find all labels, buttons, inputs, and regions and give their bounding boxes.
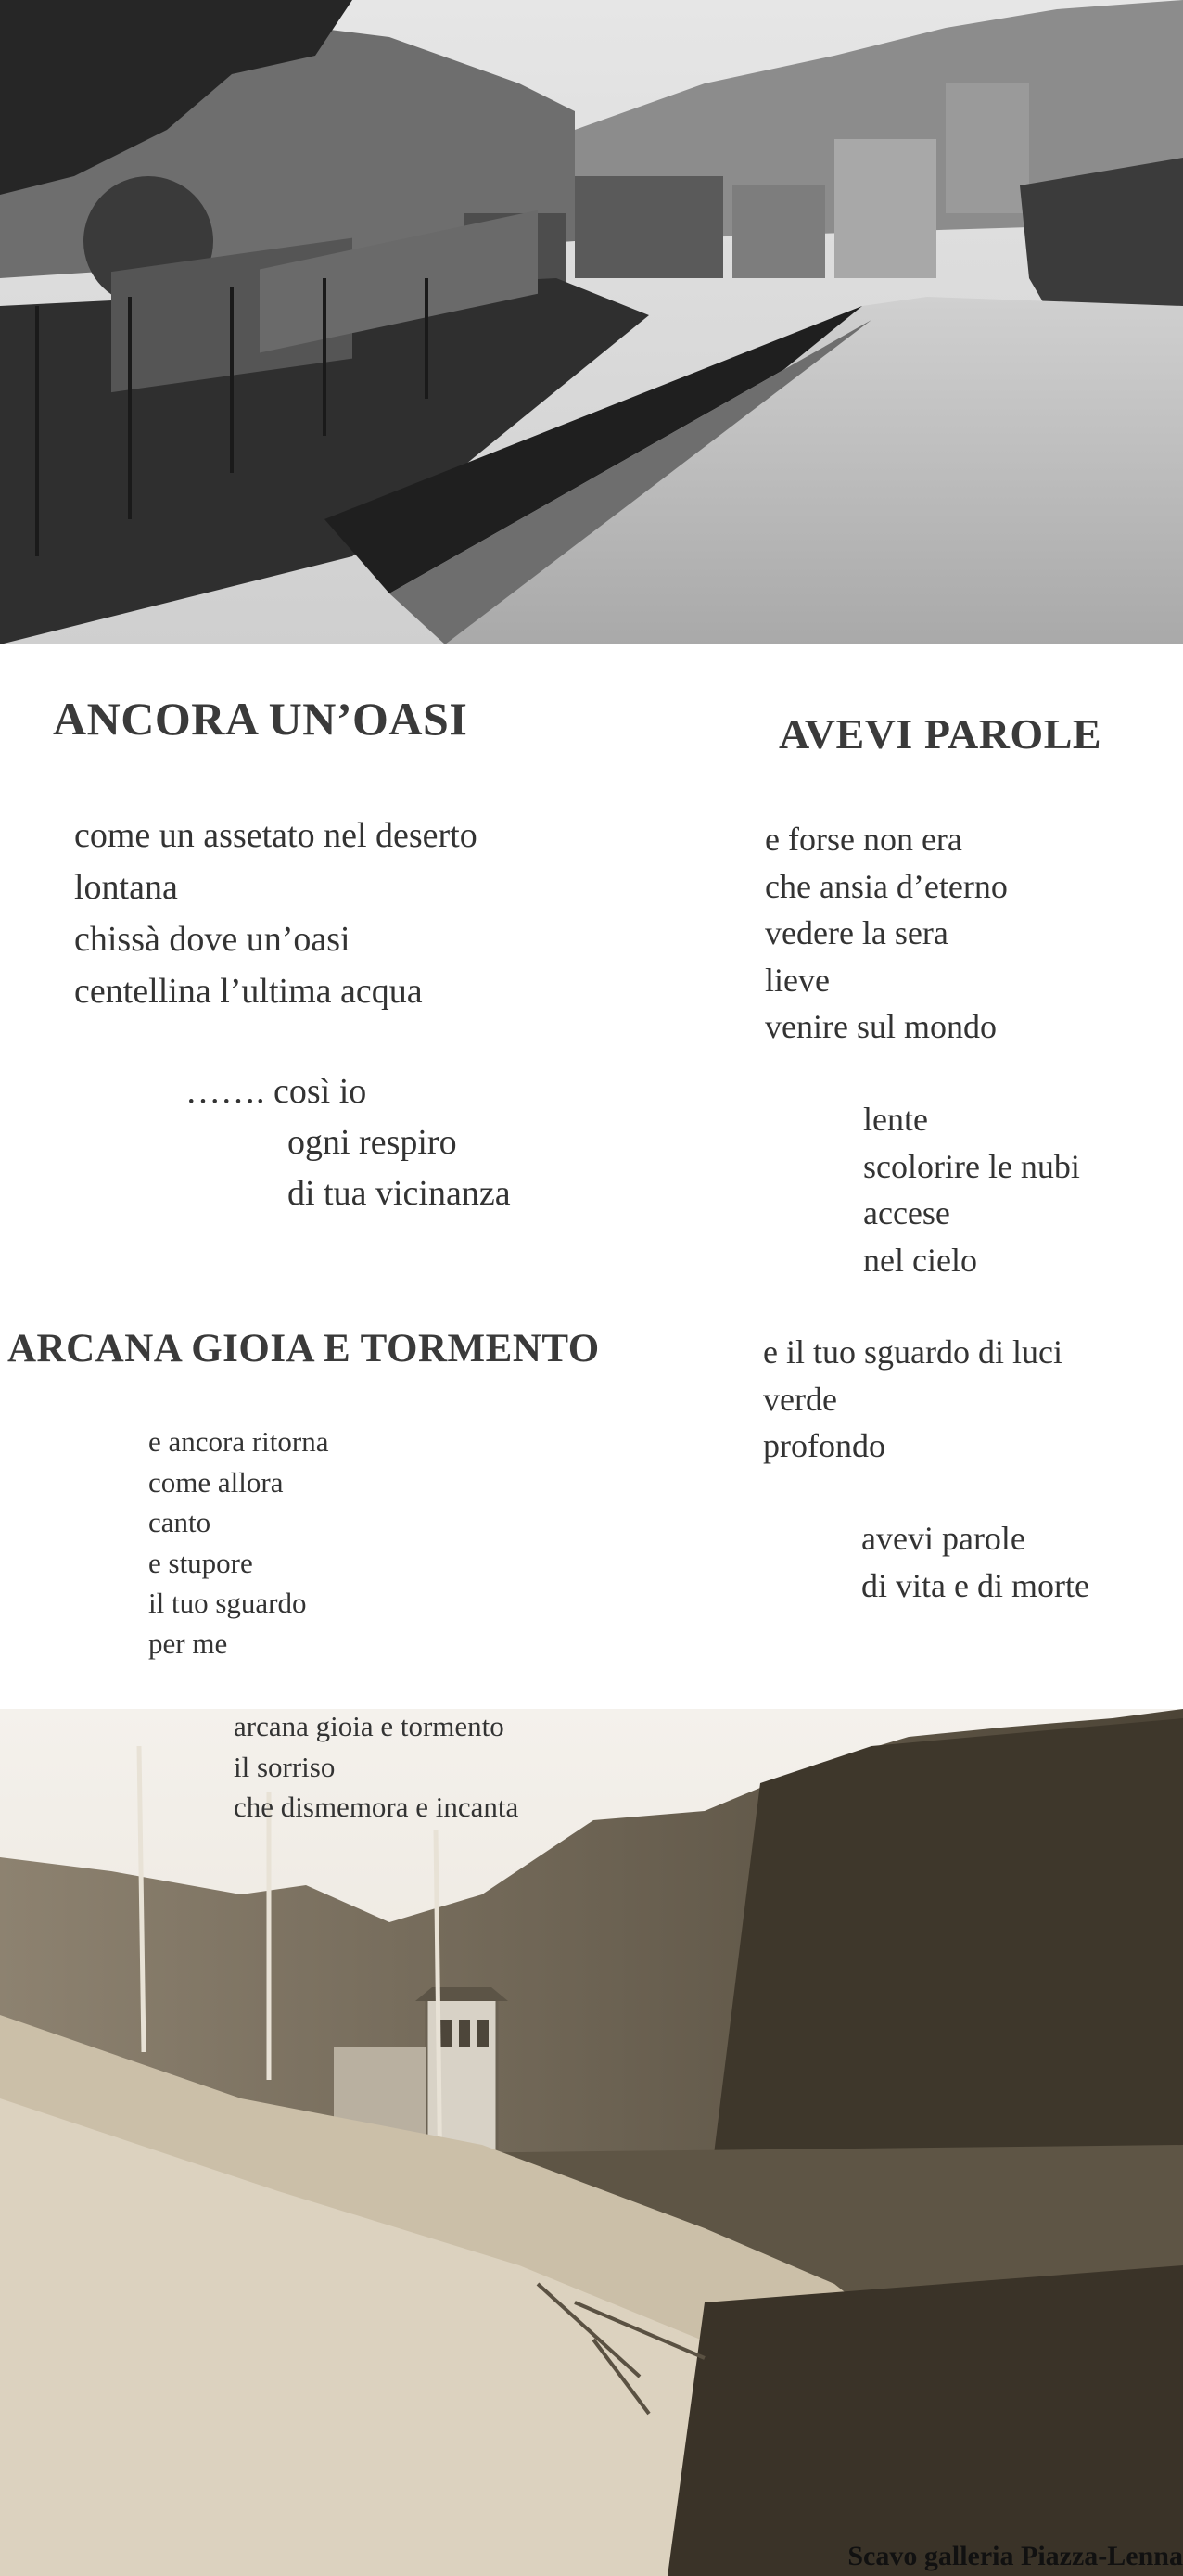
poem-line: lieve <box>765 961 830 999</box>
poem-stanza-arcana-gioia-2 <box>234 1706 518 1828</box>
poem-line: come un assetato nel deserto <box>74 816 477 855</box>
poem-stanza-ancora-oasi-1 <box>74 810 477 1017</box>
poem-stanza-ancora-oasi-2 <box>185 1066 511 1219</box>
poem-line: accese <box>863 1194 950 1231</box>
poem-stanza-avevi-parole-4 <box>861 1515 1089 1609</box>
poem-line: chissà dove un’oasi <box>74 920 350 959</box>
poem-stanza-arcana-gioia-1 <box>148 1422 329 1664</box>
poem-line: nel cielo <box>863 1241 977 1279</box>
poem-line: canto <box>148 1506 211 1538</box>
photo-caption: Scavo galleria Piazza-Lenna <box>847 2541 1183 2571</box>
poem-line: di vita e di morte <box>861 1566 1089 1604</box>
poem-line: arcana gioia e tormento <box>234 1710 504 1742</box>
poem-line: lontana <box>74 868 178 907</box>
poem-title-ancora-oasi: ANCORA UN’OASI <box>53 693 468 745</box>
poem-title-avevi-parole: AVEVI PAROLE <box>779 710 1102 758</box>
poem-line: scolorire le nubi <box>863 1147 1080 1185</box>
poem-line: e ancora ritorna <box>148 1425 329 1458</box>
poem-line: vedere la sera <box>765 914 948 951</box>
poem-line: lente <box>863 1101 928 1138</box>
poem-line: venire sul mondo <box>765 1008 997 1045</box>
poem-line: centellina l’ultima acqua <box>74 972 423 1011</box>
poem-line: che dismemora e incanta <box>234 1791 519 1823</box>
poem-line: verde <box>763 1380 837 1418</box>
bottom-photograph-excavation <box>0 1709 1183 2576</box>
poem-stanza-avevi-parole-3 <box>763 1329 1062 1470</box>
poem-line: come allora <box>148 1465 284 1498</box>
poem-line: profondo <box>763 1427 885 1464</box>
poem-line: ogni respiro <box>287 1123 457 1162</box>
top-photograph-street-railway <box>0 0 1183 644</box>
excavation-scene-illustration <box>0 1709 1183 2576</box>
poem-line: e forse non era <box>765 821 962 858</box>
street-scene-illustration <box>0 0 1183 644</box>
poem-line: di tua vicinanza <box>287 1174 511 1213</box>
poem-line: il tuo sguardo <box>148 1587 307 1619</box>
poem-line: e il tuo sguardo di luci <box>763 1333 1062 1371</box>
poem-line: avevi parole <box>861 1520 1025 1557</box>
poem-line: ……. così io <box>185 1072 367 1111</box>
poem-stanza-avevi-parole-2 <box>863 1096 1080 1283</box>
poem-line: il sorriso <box>234 1750 336 1783</box>
poem-line: per me <box>148 1626 228 1660</box>
poem-title-arcana-gioia: ARCANA GIOIA E TORMENTO <box>7 1327 600 1371</box>
poem-stanza-avevi-parole-1 <box>765 816 1008 1051</box>
poem-line: che ansia d’eterno <box>765 867 1008 905</box>
poem-line: e stupore <box>148 1546 253 1579</box>
